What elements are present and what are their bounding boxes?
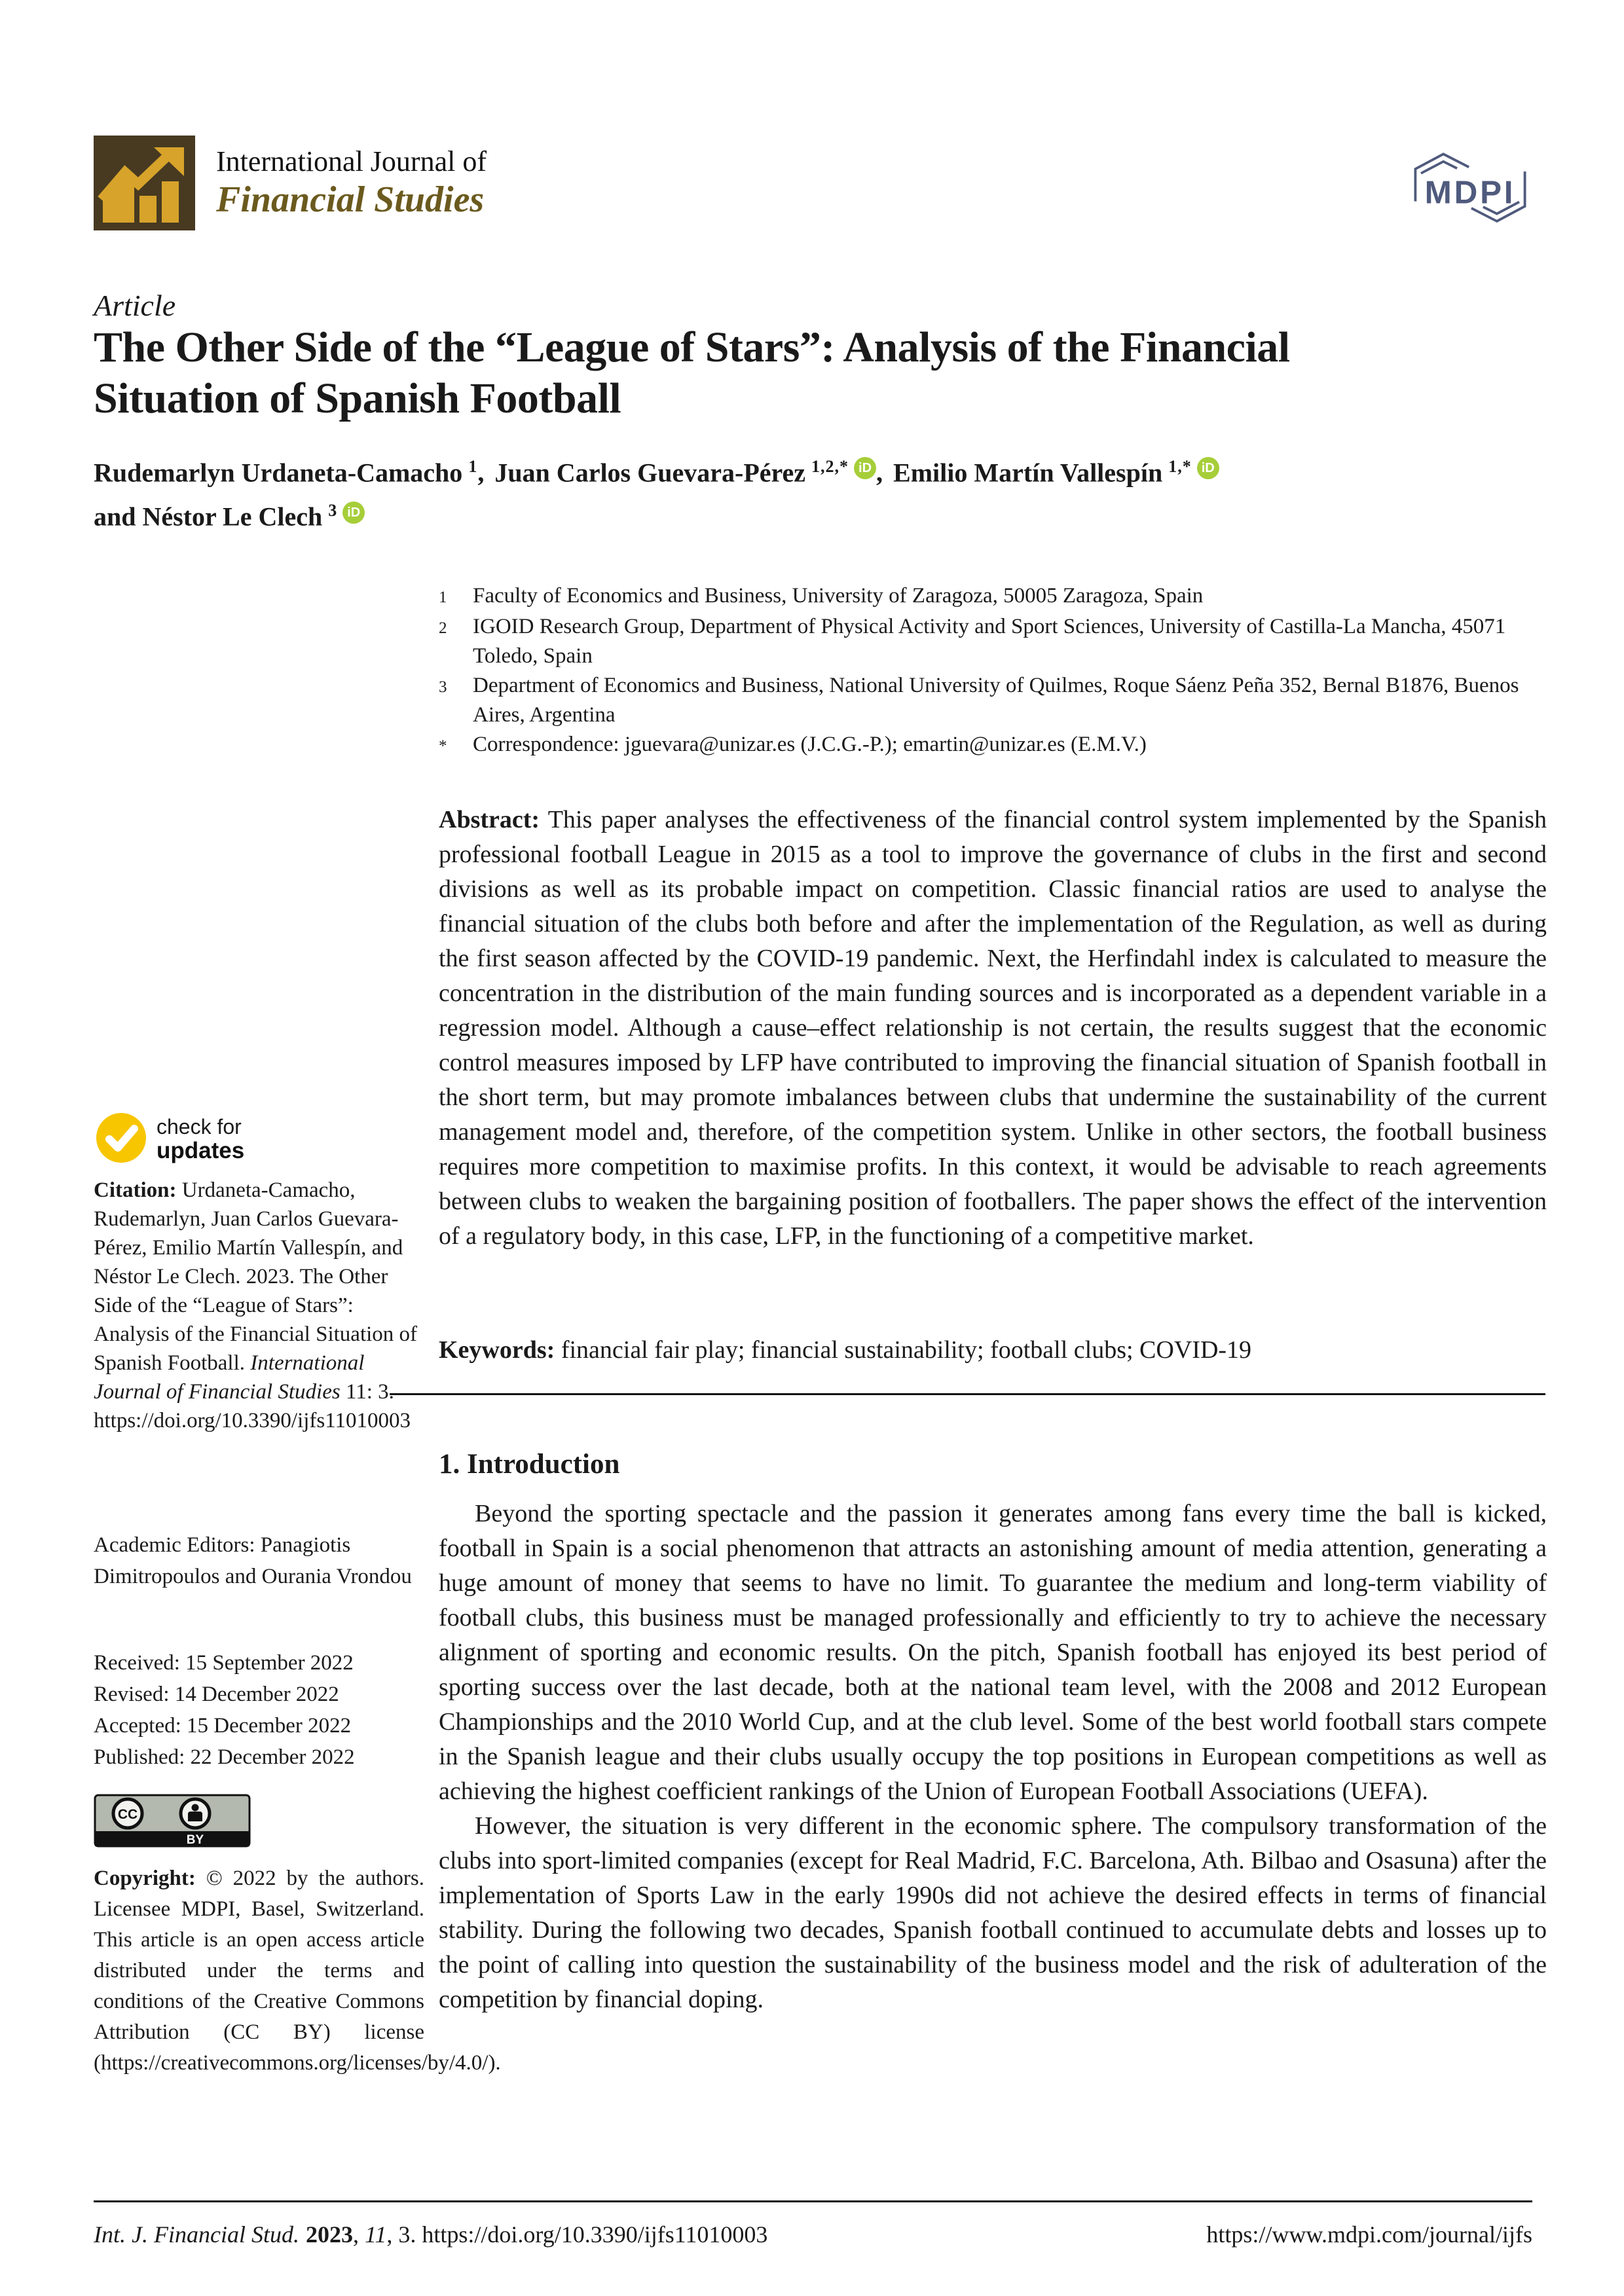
cc-by-license-badge[interactable] [94,1794,251,1848]
citation-label: Citation: [94,1178,177,1202]
article-type-label: Article [94,289,176,322]
author-affiliation-sup: 1,2,* [811,457,849,476]
article-history [94,1647,424,1773]
copyright-text: © 2022 by the authors. Licensee MDPI, Basel, Switzerland. This article is an open access article distributed under the terms and conditions of the Creative Commons Attribution (CC BY) license (https://creativecommons.org/licenses/by/4.0/). [94,1867,501,2075]
orcid-icon[interactable]: iD [854,457,876,479]
journal-name [216,145,487,221]
svg-text:CC: CC [117,1807,138,1822]
keywords-label: Keywords: [439,1336,555,1364]
page-title: The Other Side of the “League of Stars”: Analysis of the Financial Situation of Spanish Football [94,323,1290,422]
published-date: Published: 22 December 2022 [94,1745,355,1769]
copyright-block [94,1863,501,2079]
affiliation-number: 1 [439,589,447,606]
author-name: Juan Carlos Guevara-Pérez [494,458,806,488]
citation-block: Citation: Urdaneta-Camacho, Rudemarlyn, Juan Carlos Guevara-Pérez, Emilio Martín Vallespín, and Néstor Le Clech. 2023. The Other Side of the “League of Stars”: Analysis of the Financial Situation of Spanish Football. International Journal of Financial Studies 11: 3. https://doi.org/10.3390/ijfs11010003 [94,1178,418,1432]
author-affiliation-sup: 3 [328,501,338,520]
keywords-text: financial fair play; financial sustainability; football clubs; COVID-19 [561,1336,1252,1364]
affiliation-row [439,581,1552,612]
citation-journal-name: International Journal of Financial Studies [94,1351,365,1404]
affiliation-text: IGOID Research Group, Department of Physical Activity and Sport Sciences, University of Castilla-La Mancha, 45071 Toledo, Spain [473,615,1506,668]
affiliation-row [439,612,1552,671]
affiliation-number: 3 [439,678,447,696]
footer-journal-abbrev: Int. J. Financial Stud. [94,2221,299,2248]
keywords-divider [390,1393,1545,1395]
author-name: Emilio Martín Vallespín [893,458,1163,488]
affiliation-text: Department of Economics and Business, National University of Quilmes, Roque Sáenz Peña 352, Bernal B1876, Buenos Aires, Argentina [473,674,1519,727]
footer-volume: 11 [365,2221,387,2248]
footer-year: 2023 [306,2221,354,2248]
affiliation-row [439,671,1552,730]
footer-journal-url[interactable]: https://www.mdpi.com/journal/ijfs [1206,2221,1532,2248]
correspondence-row [439,730,1552,761]
affiliation-text: Faculty of Economics and Business, University of Zaragoza, 50005 Zaragoza, Spain [473,584,1204,608]
footer-citation: Int. J. Financial Stud. 2023, 11, 3. https://doi.org/10.3390/ijfs11010003 [94,2221,768,2248]
accepted-date: Accepted: 15 December 2022 [94,1714,352,1738]
affiliation-list [439,581,1552,761]
author-affiliation-sup: 1,* [1168,457,1192,476]
check-for-updates-badge[interactable] [96,1113,244,1166]
received-date: Received: 15 September 2022 [94,1651,354,1675]
orcid-icon[interactable]: iD [1197,457,1219,479]
revised-date: Revised: 14 December 2022 [94,1683,339,1706]
mdpi-logo-text: MDPI [1424,174,1516,211]
abstract-text: This paper analyses the effectiveness of the financial control system implemented by the Spanish professional football League in 2015 as a tool to improve the governance of clubs in the first and second divisions as well as its probable impact on competition. Classic financial ratios are used to analyse the financial situation of the clubs both before and after the implementation of the Regulation, as well as during the first season affected by the COVID-19 pandemic. Next, the Herfindahl index is calculated to measure the concentration in the distribution of the main funding sources and is incorporated as a dependent variable in a regression model. Although a cause–effect relationship is not certain, the results suggest that the economic control measures imposed by LFP have contributed to improving the financial situation of Spanish football in the short term, but may promote imbalances between clubs that undermine the sustainability of the current management model and, therefore, of the competition system. Unlike in other sectors, the football business requires more competition to maximise profits. In this context, it would be advisable to reach agreements between clubs to weaken the bargaining position of footballers. The paper shows the effect of the intervention of a regulatory body, in this case, LFP, in the functioning of a competitive market. [439,806,1547,1250]
citation-doi[interactable]: 11: 3. https://doi.org/10.3390/ijfs11010003 [94,1380,411,1432]
introduction-body [439,1497,1547,2017]
author-name: Rudemarlyn Urdaneta-Camacho [94,458,463,488]
author-affiliation-sup: 1 [468,457,478,476]
check-icon [96,1113,146,1166]
journal-logo-icon [94,136,195,230]
introduction-paragraph-2: However, the situation is very different in the economic sphere. The compulsory transformation of the clubs into sport-limited companies (except for Real Madrid, F.C. Barcelona, Ath. Bilbao and Osasuna) after the implementation of Sports Law in the early 1990s did not achieve the desired effects in terms of financial stability. During the following two decades, Spanish football continued to accumulate debts and losses up to the point of calling into question the sustainability of the business model and the risk of adulteration of the competition by financial doping. [439,1812,1547,2013]
section-heading-introduction: 1. Introduction [439,1449,620,1480]
author-name: and Néstor Le Clech [94,501,323,532]
footer-doi[interactable]: , 3. https://doi.org/10.3390/ijfs11010003 [386,2221,768,2248]
correspondence-marker: * [439,737,447,755]
abstract-label: Abstract: [439,806,540,833]
mdpi-logo [1405,145,1536,232]
author-list [94,448,1403,536]
check-for-updates-text: check for updates [157,1115,245,1163]
author-line-2 [94,492,1403,536]
journal-name-line1: International Journal of [216,145,487,177]
journal-name-line2: Financial Studies [216,179,485,220]
correspondence-text[interactable]: Correspondence: jguevara@unizar.es (J.C.G.-P.); emartin@unizar.es (E.M.V.) [473,733,1147,756]
author-line-1: Rudemarlyn Urdaneta-Camacho $^1$, Juan Carlos Guevara-Pérez $^{1,2,*}$ iD , Emilio Martín Vallespín $^{1,*}$ iD [94,448,1403,492]
affiliation-number: 2 [439,619,447,637]
footer-divider [94,2200,1532,2202]
orcid-icon[interactable]: iD [342,501,365,524]
copyright-label: Copyright: [94,1867,196,1890]
academic-editors: Academic Editors: Panagiotis Dimitropoulos and Ourania Vrondou [94,1533,412,1588]
introduction-paragraph-1: Beyond the sporting spectacle and the passion it generates among fans every time the ball is kicked, football in Spain is a social phenomenon that attracts an astonishing amount of media attention, generating a huge amount of money that seems to have no limit. To guarantee the medium and long-term viability of football clubs, this business must be managed professionally and efficiently to try to achieve the necessary alignment of sporting and economic results. On the pitch, Spanish football has enjoyed its best period of sporting success over the last decade, both at the national team level, with the 2008 and 2012 European Championships and the 2010 World Cup, and at the club level. Some of the best world football stars compete in the Spanish league and their clubs usually occupy the top positions in European competitions as well as achieving the highest coefficient rankings of the Union of European Football Associations (UEFA). [439,1500,1547,1805]
cc-by-label: BY [186,1833,204,1847]
abstract [439,803,1547,1254]
keywords [439,1333,1547,1368]
